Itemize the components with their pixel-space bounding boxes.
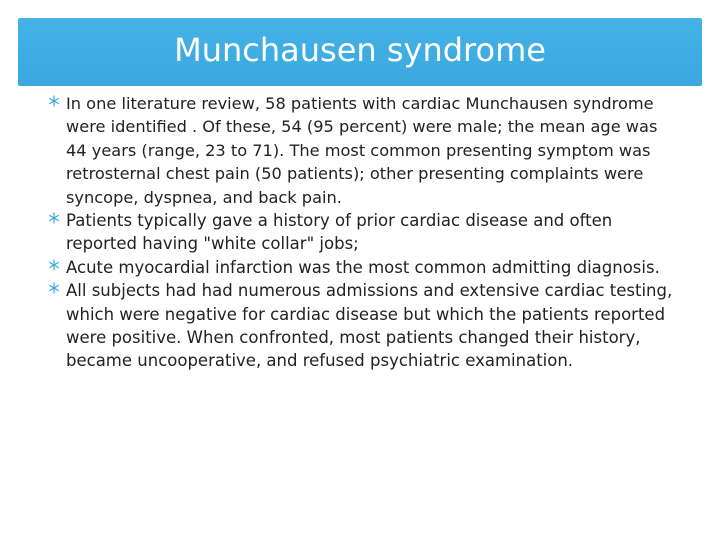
bullet-item [48, 92, 680, 209]
bullet-item [48, 256, 680, 279]
bullet-item [48, 279, 680, 373]
bullet-text: In one literature review, 58 patients with cardiac Munchausen syndrome were identified . Of these, 54 (95 percent) were male; the mean age was 44 years (range, 23 to 71). The most common presenting symptom was retrosternal chest pain (50 patients); other presenting complaints were syncope, dyspnea, and back pain. [66, 94, 658, 207]
asterisk-bullet-icon [48, 259, 60, 271]
bullet-item [48, 209, 680, 256]
asterisk-bullet-icon [48, 212, 60, 224]
asterisk-bullet-icon [48, 282, 60, 294]
title-banner [18, 18, 702, 86]
asterisk-bullet-icon [48, 95, 60, 107]
bullet-text: Acute myocardial infarction was the most common admitting diagnosis. [66, 257, 660, 277]
bullet-text: Patients typically gave a history of prior cardiac disease and often reported having "white collar" jobs; [66, 211, 613, 254]
bullet-list [48, 92, 680, 373]
slide-title: Munchausen syndrome [174, 31, 546, 69]
bullet-text: All subjects had had numerous admissions and extensive cardiac testing, which were negative for cardiac disease but which the patients reported were positive. When confronted, most patients changed their history, became uncooperative, and refused psychiatric examination. [66, 281, 673, 371]
